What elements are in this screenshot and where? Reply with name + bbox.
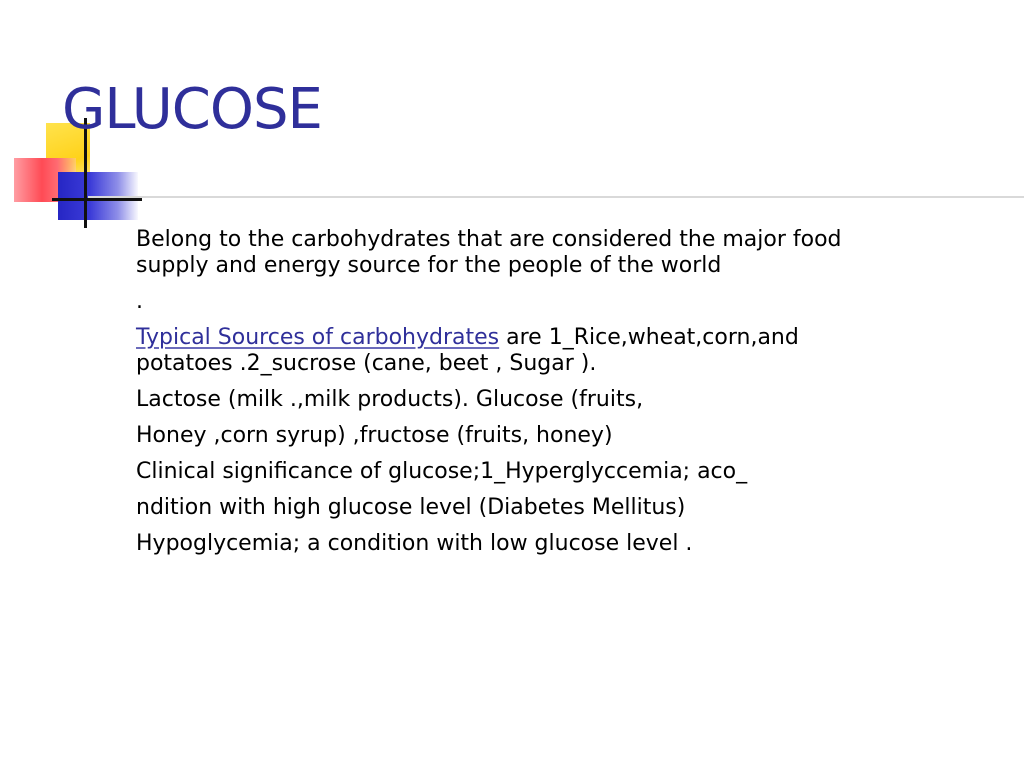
body-line: Honey ,corn syrup) ,fructose (fruits, honey) <box>136 423 613 448</box>
body-line: potatoes .2_sucrose (cane, beet , Sugar ). <box>136 351 597 376</box>
body-line: Lactose (milk .,milk products). Glucose (fruits, <box>136 387 644 412</box>
slide-body <box>136 227 996 557</box>
slide-title: GLUCOSE <box>62 77 322 142</box>
sources-link[interactable]: Typical Sources of carbohydrates <box>136 325 500 350</box>
body-line <box>136 325 996 351</box>
body-line: . <box>136 289 143 314</box>
body-line: Clinical significance of glucose;1_Hyperglyccemia; aco_ <box>136 459 748 484</box>
body-line: Hypoglycemia; a condition with low glucose level . <box>136 531 693 556</box>
title-divider <box>88 196 1024 198</box>
body-line: ndition with high glucose level (Diabetes Mellitus) <box>136 495 686 520</box>
body-line: supply and energy source for the people of the world <box>136 253 722 278</box>
body-text: are 1_Rice,wheat,corn,and <box>499 325 799 350</box>
horizontal-crosshair-line <box>52 198 142 201</box>
body-line: Belong to the carbohydrates that are considered the major food <box>136 227 842 252</box>
